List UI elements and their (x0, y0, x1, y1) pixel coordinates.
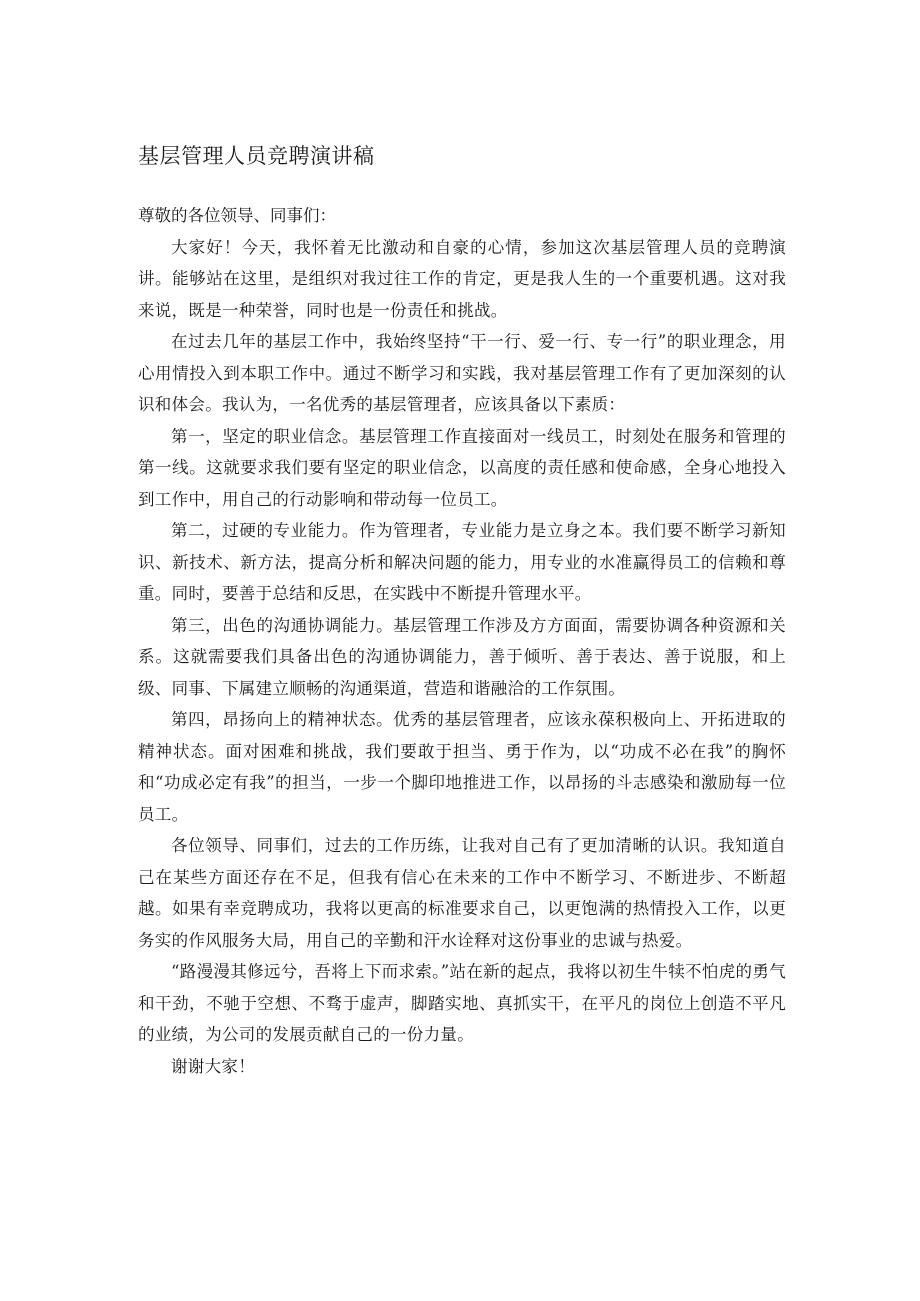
paragraph-thanks: 谢谢大家！ (171, 1056, 255, 1076)
paragraph-point-two: 第二，过硬的专业能力。作为管理者，专业能力是立身之本。我们要不断学习新知识、新技术、新方法，提高分析和解决问题的能力，用专业的水准赢得员工的信赖和尊重。同时，要善于总结和反思，在实践中不断提升管理水平。 (138, 521, 786, 603)
paragraph-point-three: 第三，出色的沟通协调能力。基层管理工作涉及方方面面，需要协调各种资源和关系。这就需要我们具备出色的沟通协调能力，善于倾听、善于表达、善于说服，和上级、同事、下属建立顺畅的沟通渠道，营造和谐融洽的工作氛围。 (138, 615, 786, 698)
document-title: 基层管理人员竞聘演讲稿 (138, 144, 375, 168)
paragraph-closing: “路漫漫其修远兮，吾将上下而求索。”站在新的起点，我将以初生牛犊不怕虎的勇气和干劲，不驰于空想、不骛于虚声，脚踏实地、真抓实干，在平凡的岗位上创造不平凡的业绩，为公司的发展贡献自己的一份力量。 (138, 962, 786, 1044)
paragraph-point-four: 第四，昂扬向上的精神状态。优秀的基层管理者，应该永葆积极向上、开拓进取的精神状态。面对困难和挑战，我们要敢于担当、勇于作为，以“功成不必在我”的胸怀和“功成必定有我”的担当，一步一个脚印地推进工作，以昂扬的斗志感染和激励每一位员工。 (138, 710, 786, 824)
paragraph-point-one: 第一，坚定的职业信念。基层管理工作直接面对一线员工，时刻处在服务和管理的第一线。这就要求我们要有坚定的职业信念，以高度的责任感和使命感，全身心地投入到工作中，用自己的行动影响和带动每一位员工。 (138, 426, 786, 509)
salutation: 尊敬的各位领导、同事们： (138, 206, 336, 225)
paragraph-greeting: 大家好！今天，我怀着无比激动和自豪的心情，参加这次基层管理人员的竞聘演讲。能够站在这里，是组织对我过往工作的肯定，更是我人生的一个重要机遇。这对我来说，既是一种荣誉，同时也是一份责任和挑战。 (138, 237, 786, 320)
document-page (138, 140, 786, 1082)
paragraph-experience: 在过去几年的基层工作中，我始终坚持“干一行、爱一行、专一行”的职业理念，用心用情投入到本职工作中。通过不断学习和实践，我对基层管理工作有了更加深刻的认识和体会。我认为，一名优秀的基层管理者，应该具备以下素质： (138, 332, 786, 414)
paragraph-reflection: 各位领导、同事们，过去的工作历练，让我对自己有了更加清晰的认识。我知道自己在某些方面还存在不足，但我有信心在未来的工作中不断学习、不断进步、不断超越。如果有幸竞聘成功，我将以更高的标准要求自己，以更饱满的热情投入工作，以更务实的作风服务大局，用自己的辛勤和汗水诠释对这份事业的忠诚与热爱。 (138, 836, 786, 950)
